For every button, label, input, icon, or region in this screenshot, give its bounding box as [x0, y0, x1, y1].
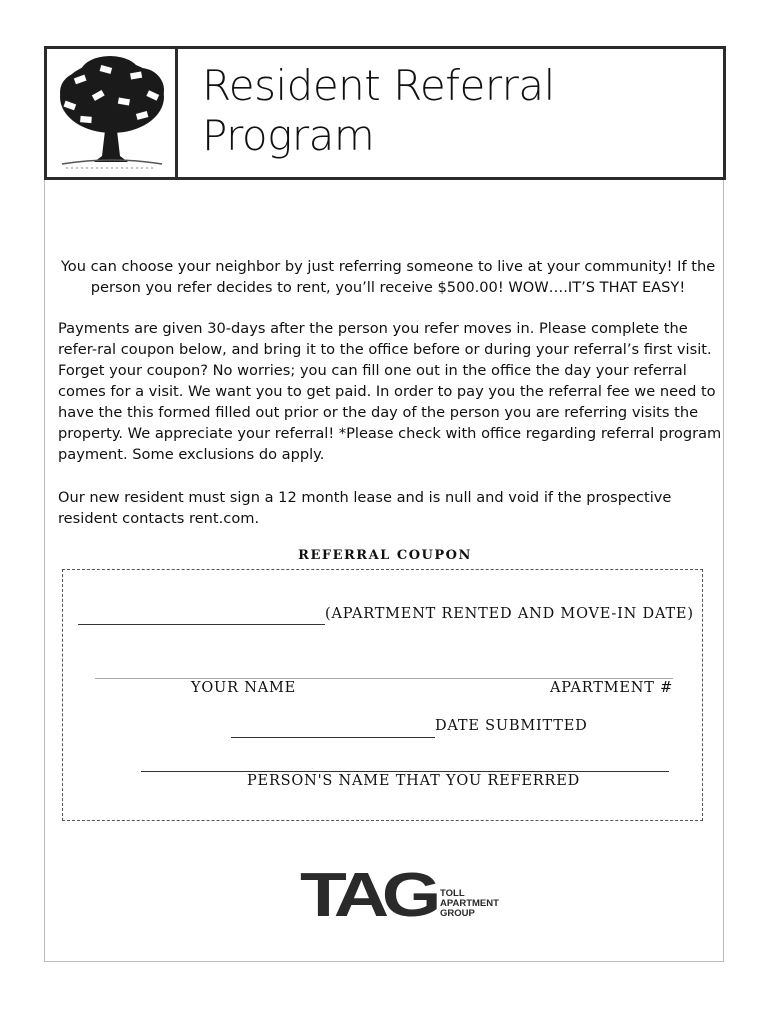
page-title-line2: Program [202, 111, 375, 160]
referred-name-label: PERSON'S NAME THAT YOU REFERRED [247, 773, 581, 789]
payments-paragraph: Payments are given 30-days after the person you refer moves in. Please complete the refer-ral coupon below, and bring it to the office before or during your referral’s first visit. Forget your coupon? No worries; you can fill one out in the office the day your referral comes for a visit. We want you to get paid. In order to pay you the referral fee we need to have the this formed filled out prior or the day of the person you are referring visits the property. We appreciate your referral! *Please check with office regarding referral program payment. Some exclusions do apply. [58, 320, 722, 463]
date-submitted-label: DATE SUBMITTED [435, 718, 588, 734]
date-submitted-line[interactable] [231, 737, 435, 738]
header-box [44, 46, 726, 180]
your-name-line[interactable] [95, 678, 673, 679]
page-title-line1: Resident Referral [202, 61, 555, 110]
lease-paragraph: Our new resident must sign a 12 month lease and is null and void if the prospective resident contacts rent.com. [58, 489, 672, 527]
apartment-number-label: APARTMENT # [550, 680, 674, 696]
tag-logo-line3: GROUP [440, 908, 475, 919]
title-cell [178, 49, 723, 177]
apartment-rented-label: (APARTMENT RENTED AND MOVE-IN DATE) [325, 606, 694, 622]
tag-logo-letters: TAG [300, 866, 438, 922]
intro-text: You can choose your neighbor by just referring someone to live at your community! If the person you refer decides to rent, you’ll receive $500.00! WOW….IT’S THAT EASY! [60, 258, 716, 296]
logo-cell [47, 49, 178, 177]
toll-apartment-group-logo [300, 866, 520, 922]
tag-logo-line2: APARTMENT [440, 898, 499, 909]
tag-logo-line1: TOLL [440, 888, 465, 899]
referred-name-line[interactable] [141, 771, 669, 772]
your-name-label: YOUR NAME [191, 680, 296, 696]
coupon-title: REFERRAL COUPON [298, 548, 472, 563]
money-tree-icon [52, 52, 170, 174]
referral-coupon [62, 569, 703, 821]
apartment-rented-line[interactable] [78, 624, 325, 625]
